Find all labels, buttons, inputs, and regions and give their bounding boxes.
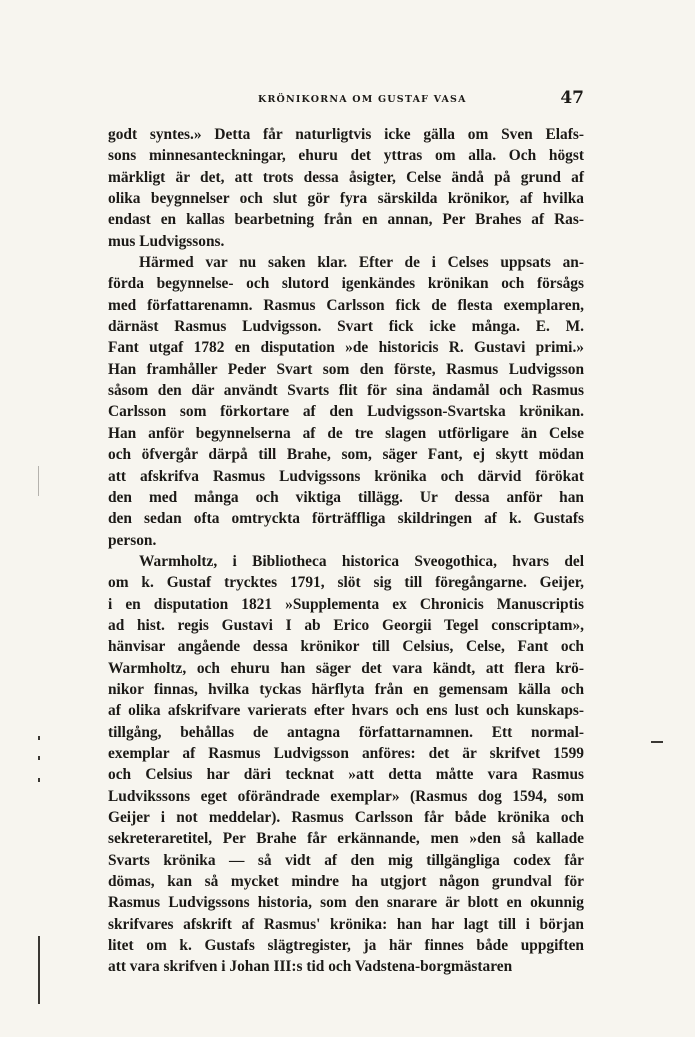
text-line: märkligt är det, att trots dessa åsigter, Celse ändå på grund af	[108, 168, 584, 186]
text-line: med författarenamn. Rasmus Carlsson fick de flesta exemplaren,	[108, 296, 584, 314]
text-line: endast en kallas bearbetning från en annan, Per Brahes af Ras-	[108, 211, 584, 229]
margin-mark	[38, 936, 40, 1004]
text-line: exemplar af Rasmus Ludvigsson anföres: det är skrifvet 1599	[108, 744, 584, 762]
text-line: Carlsson som förkortare af den Ludvigsson-Svartska krönikan.	[108, 403, 584, 421]
text-line: den sedan ofta omtryckta förträffliga skildringen af k. Gustafs	[108, 510, 584, 528]
paragraph	[108, 124, 584, 252]
text-line: Rasmus Ludvigssons historia, som den snarare är blott en okunnig	[108, 894, 584, 912]
text-line: Fant utgaf 1782 en disputation »de historicis R. Gustavi primi.»	[108, 339, 584, 357]
running-head: KRÖNIKORNA OM GUSTAF VASA	[258, 94, 467, 105]
text-line: litet om k. Gustafs slägtregister, ja här finnes både uppgiften	[108, 937, 584, 955]
text-line: Härmed var nu saken klar. Efter de i Celses uppsats an-	[139, 254, 584, 272]
paragraph	[108, 551, 584, 978]
margin-mark	[38, 778, 40, 782]
text-line: Warmholtz, och ehuru han säger det vara kändt, att flera krö-	[108, 659, 584, 677]
text-line: godt syntes.» Detta får naturligtvis icke gälla om Sven Elafs-	[108, 126, 584, 143]
text-line: hänvisar angående dessa krönikor till Celsius, Celse, Fant och	[108, 638, 584, 656]
paragraph	[108, 252, 584, 551]
text-line: dömas, kan så mycket mindre ha utgjort någon grundval för	[108, 873, 584, 891]
page-header	[108, 88, 584, 112]
text-line: Svarts krönika — så vidt af den mig tillgängliga codex får	[108, 851, 584, 869]
text-line: olika beygnnelser och slut gör fyra särskilda krönikor, af hvilka	[108, 190, 584, 208]
text-line: Han anför begynnelserna af de tre slagen utförligare än Celse	[108, 424, 584, 442]
body-text	[108, 124, 584, 978]
text-line: sons minnesanteckningar, ehuru det yttras om alla. Och högst	[108, 147, 584, 165]
text-line: Ludvikssons eget oförändrade exemplar» (Rasmus dog 1594, som	[108, 787, 584, 805]
text-line: och öfvergår därpå till Brahe, som, säger Fant, ej skytt mödan	[108, 446, 584, 464]
text-line: Warmholtz, i Bibliotheca historica Sveogothica, hvars del	[139, 552, 584, 570]
text-line: ad hist. regis Gustavi I ab Erico Georgii Tegel conscriptam»,	[108, 616, 584, 634]
text-line: förda begynnelse- och slutord igenkändes krönikan och försågs	[108, 275, 584, 293]
text-line: af olika afskrifvare varierats efter hvars och ens lust och kunskaps-	[108, 702, 584, 720]
text-line: att vara skrifven i Johan III:s tid och Vadstena-borgmästaren	[108, 958, 513, 976]
margin-dash	[651, 741, 663, 743]
text-line: nikor finnas, hvilka tyckas härflyta från en gemensam källa och	[108, 680, 584, 698]
text-line: mus Ludvigssons.	[108, 232, 225, 250]
margin-mark	[38, 736, 40, 740]
text-line: att afskrifva Rasmus Ludvigssons krönika och därvid förökat	[108, 467, 584, 485]
page-number: 47	[560, 88, 584, 108]
text-line: person.	[108, 531, 157, 549]
text-line: om k. Gustaf trycktes 1791, slöt sig till föregångarne. Geijer,	[108, 574, 584, 592]
text-line: Han framhåller Peder Svart som den förste, Rasmus Ludvigsson	[108, 360, 584, 378]
text-line: sekreteraretitel, Per Brahe får erkännande, men »den så kallade	[108, 830, 584, 848]
text-line: tillgång, behållas de antagna författarnamnen. Ett normal-	[108, 723, 584, 741]
margin-mark	[38, 756, 40, 760]
margin-mark	[38, 466, 39, 496]
text-line: i en disputation 1821 »Supplementa ex Chronicis Manuscriptis	[108, 595, 584, 613]
text-line: och Celsius har däri tecknat »att detta måtte vara Rasmus	[108, 766, 584, 784]
text-line: såsom den där användt Svarts flit för sina ändamål och Rasmus	[108, 382, 584, 400]
text-line: den med många och viktiga tillägg. Ur dessa anför han	[108, 488, 584, 506]
text-line: därnäst Rasmus Ludvigsson. Svart fick icke många. E. M.	[108, 318, 584, 336]
text-line: skrifvares afskrift af Rasmus' krönika: han har lagt till i början	[108, 915, 584, 933]
text-line: Geijer i not meddelar). Rasmus Carlsson får både krönika och	[108, 809, 584, 826]
